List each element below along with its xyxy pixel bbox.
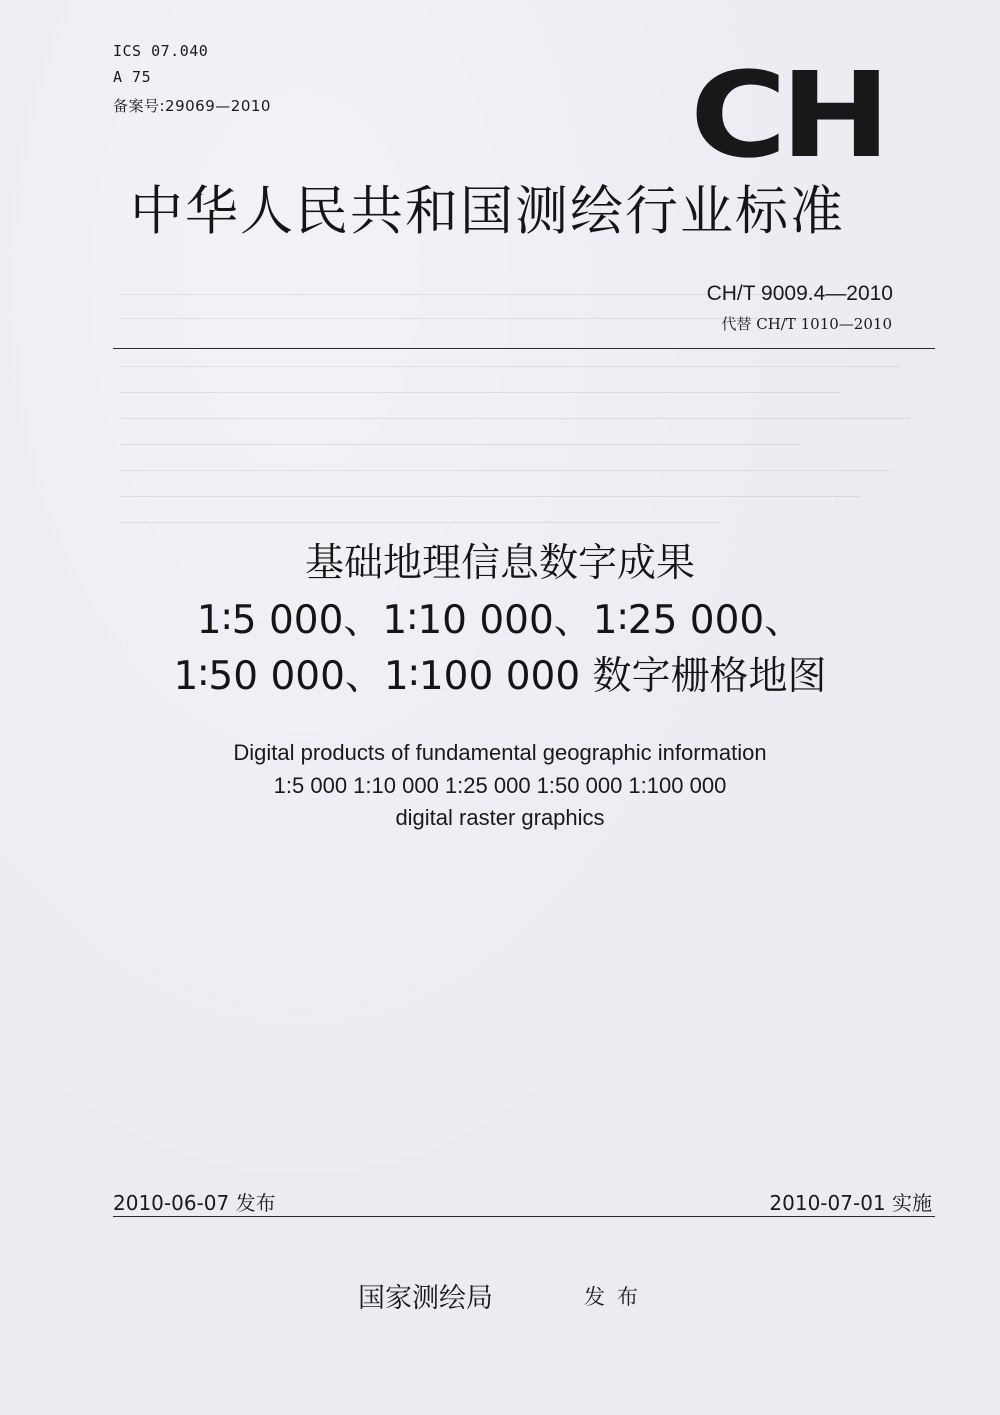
ch-logo: CH xyxy=(690,46,885,184)
top-divider xyxy=(113,348,935,349)
title-cn-line-1: 基础地理信息数字成果 xyxy=(304,541,695,586)
replaces-standard: 代替 CH/T 1010—2010 xyxy=(721,315,892,333)
title-en-line-1: Digital products of fundamental geographic information xyxy=(233,740,767,765)
publisher-name: 国家测绘局 xyxy=(358,1283,493,1314)
title-en-line-3: digital raster graphics xyxy=(395,805,605,830)
bottom-divider xyxy=(113,1216,935,1217)
agency-title: 中华人民共和国测绘行业标准 xyxy=(130,181,845,242)
title-cn-line-2: 1∶5 000、1∶10 000、1∶25 000、 xyxy=(196,598,804,643)
title-en-line-2: 1:5 000 1:10 000 1:25 000 1:50 000 1:100 000 xyxy=(273,773,727,798)
title-cn-line-3: 1∶50 000、1∶100 000 数字栅格地图 xyxy=(173,654,827,699)
record-number: 备案号:29069—2010 xyxy=(113,97,271,115)
publish-label: 发布 xyxy=(584,1285,650,1309)
classification-code: A 75 xyxy=(113,68,152,86)
standard-code: CH/T 9009.4—2010 xyxy=(706,282,893,305)
release-date: 2010-06-07 发布 xyxy=(113,1191,276,1215)
ics-number: ICS 07.040 xyxy=(113,42,209,60)
effective-date: 2010-07-01 实施 xyxy=(769,1191,932,1215)
